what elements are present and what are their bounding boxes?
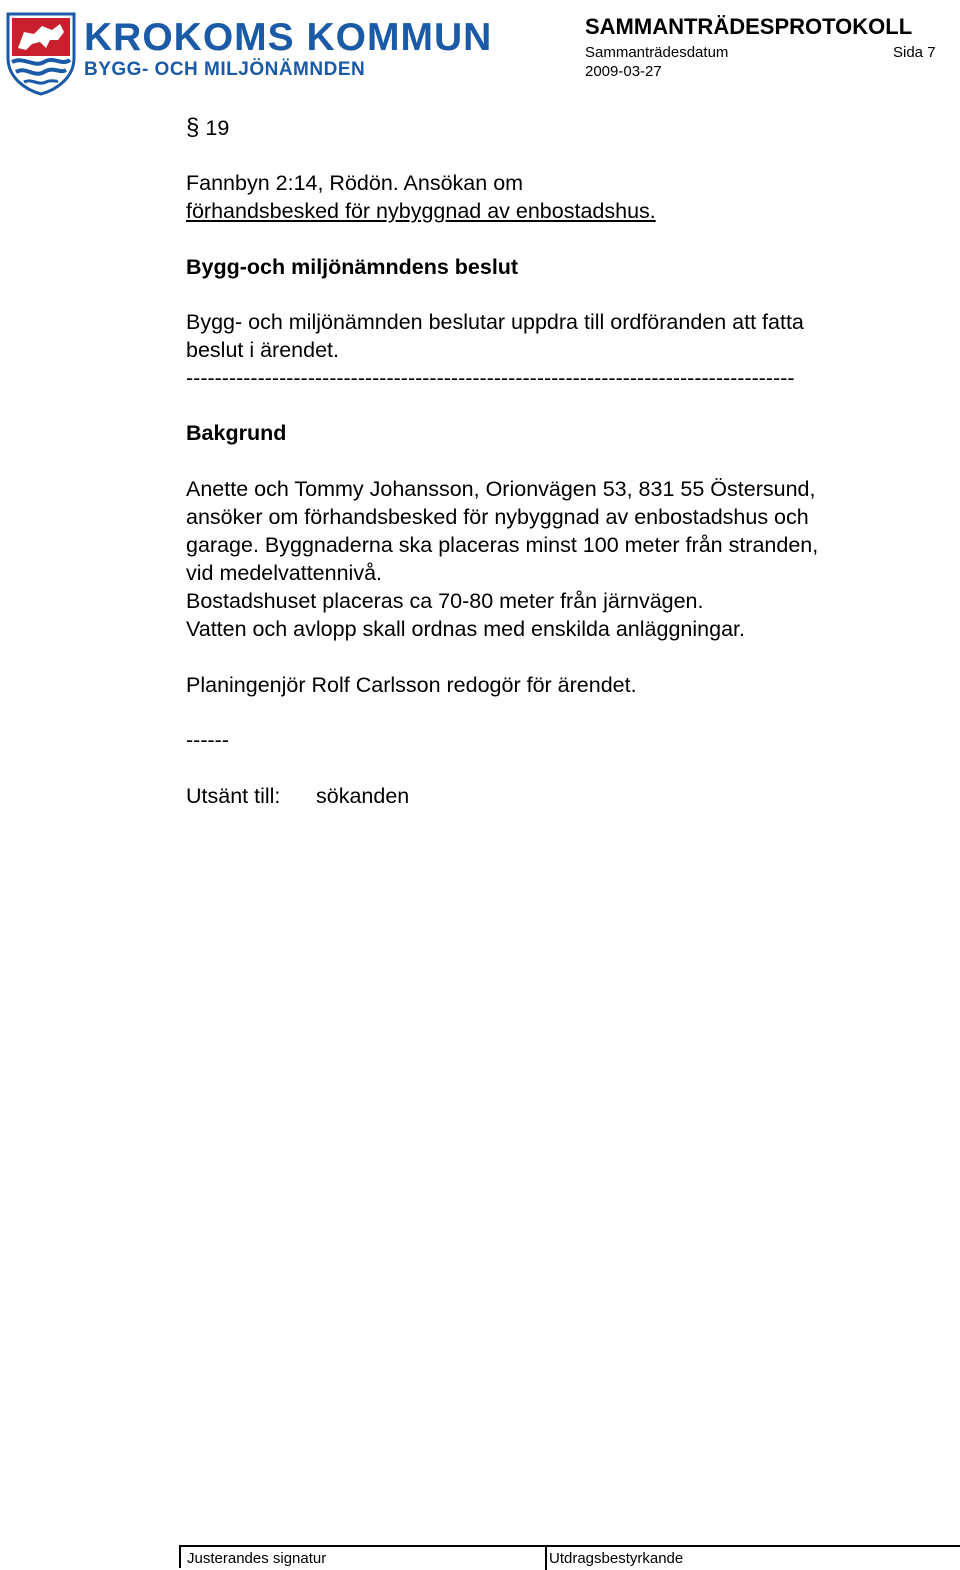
background-line: garage. Byggnaderna ska placeras minst 100 meter från stranden, bbox=[186, 533, 819, 557]
signature-footer bbox=[179, 1545, 960, 1568]
org-name: KROKOMS KOMMUN bbox=[84, 16, 493, 59]
background-line: ansöker om förhandsbesked för nybyggnad av enbostadshus och bbox=[186, 505, 809, 529]
meeting-date-label: Sammanträdesdatum bbox=[585, 44, 729, 61]
planning-statement: Planingenjör Rolf Carlsson redogör för ärendet. bbox=[186, 673, 637, 697]
background-line: Bostadshuset placeras ca 70-80 meter från järnvägen. bbox=[186, 589, 704, 613]
background-heading: Bakgrund bbox=[186, 421, 287, 445]
short-separator: ------ bbox=[186, 728, 229, 752]
sent-to-label: Utsänt till: bbox=[186, 784, 281, 808]
section-number: 19 bbox=[205, 116, 230, 140]
extract-certification-label: Utdragsbestyrkande bbox=[549, 1550, 684, 1567]
municipality-logo bbox=[4, 8, 493, 98]
adjuster-signature-label: Justerandes signatur bbox=[187, 1550, 327, 1567]
coat-of-arms-icon bbox=[4, 10, 78, 96]
separator-line: ------------------------------------------------------------------------------------- bbox=[186, 366, 795, 390]
sent-to-value: sökanden bbox=[316, 784, 410, 808]
section-mark: § bbox=[186, 114, 200, 141]
subject-line-1: Fannbyn 2:14, Rödön. Ansökan om bbox=[186, 171, 524, 195]
protocol-title: SAMMANTRÄDESPROTOKOLL bbox=[585, 14, 913, 39]
decision-line-2: beslut i ärendet. bbox=[186, 338, 339, 362]
decision-line-1: Bygg- och miljönämnden beslutar uppdra till ordföranden att fatta bbox=[186, 310, 804, 334]
background-line: vid medelvattennivå. bbox=[186, 561, 382, 585]
page-number: Sida 7 bbox=[893, 44, 936, 61]
footer-divider bbox=[545, 1547, 547, 1570]
decision-heading: Bygg-och miljönämndens beslut bbox=[186, 255, 519, 279]
background-line: Anette och Tommy Johansson, Orionvägen 53, 831 55 Östersund, bbox=[186, 477, 816, 501]
subject-line-2: förhandsbesked för nybyggnad av enbostadshus. bbox=[186, 199, 656, 223]
org-subtitle: BYGG- OCH MILJÖNÄMNDEN bbox=[84, 59, 366, 80]
meeting-date: 2009-03-27 bbox=[585, 63, 662, 80]
background-line: Vatten och avlopp skall ordnas med enskilda anläggningar. bbox=[186, 617, 745, 641]
section-heading bbox=[186, 114, 229, 142]
